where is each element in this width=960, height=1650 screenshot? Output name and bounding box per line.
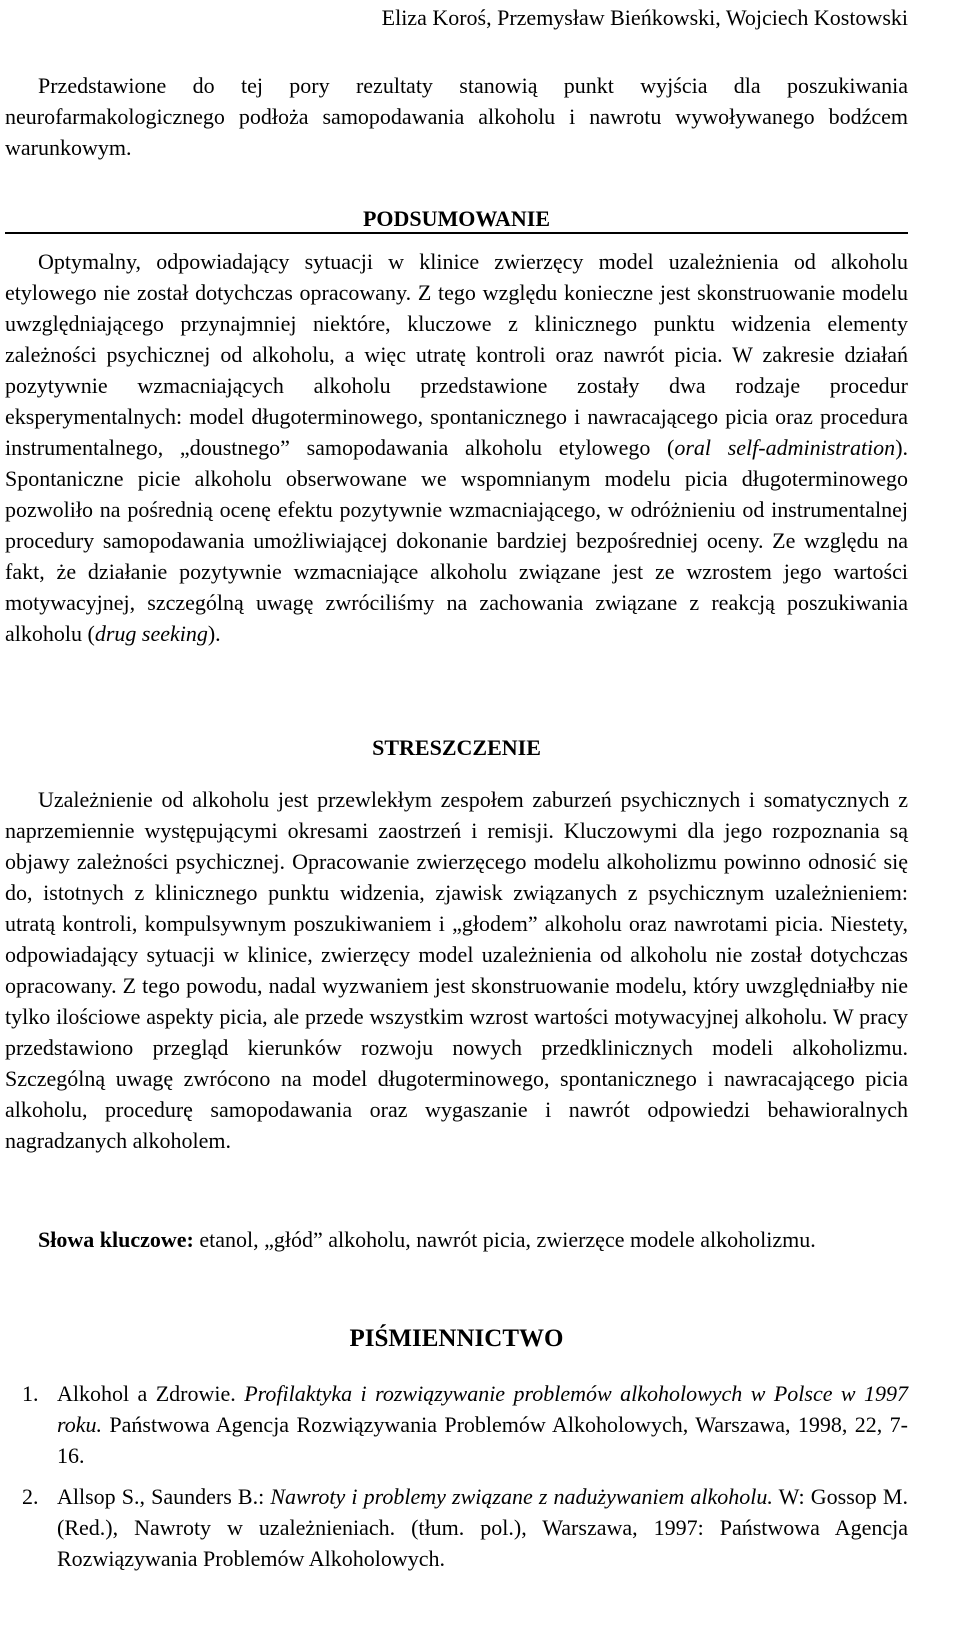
reference-title: Profilaktyka i rozwiązywanie problemów alkoholowych w Polsce w 1997 roku. bbox=[57, 1381, 909, 1437]
podsumowanie-italic-2: drug seeking bbox=[94, 621, 208, 646]
podsumowanie-text-1: Optymalny, odpowiadający sytuacji w klinice zwierzęcy model uzależnienia od alkoholu etylowego nie został dotychczas opracowany. Z tego względu konieczne jest skonstruowanie modelu uwzględniającego przynajmniej niektóre, kluczowe z klinicznego punktu widzenia elementy zależności psychicznej od alkoholu, a więc utratę kontroli oraz nawrót picia. W zakresie działań pozytywnie wzmacniających alkoholu przedstawione zostały dwa rodzaje procedur eksperymentalnych: model długoterminowego, spontanicznego i nawracającego picia oraz procedura instrumentalnego, „doustnego” samopodawania alkoholu etylowego ( bbox=[5, 249, 908, 460]
podsumowanie-text-3: ). bbox=[207, 621, 221, 646]
reference-publisher: Państwowa Agencja Rozwiązywania Problemów Alkoholowych, Warszawa, 1998, 22, 7-16. bbox=[57, 1412, 908, 1468]
keywords-text: etanol, „głód” alkoholu, nawrót picia, zwierzęce modele alkoholizmu. bbox=[193, 1227, 816, 1252]
keywords-paragraph bbox=[5, 1224, 908, 1255]
running-header-authors: Eliza Koroś, Przemysław Bieńkowski, Wojciech Kostowski bbox=[381, 5, 908, 30]
reference-publisher: W: Gossop M. (Red.), Nawroty w uzależnieniach. (tłum. pol.), Warszawa, 1997: Państwowa Agencja Rozwiązywania Problemów Alkoholowych. bbox=[57, 1484, 908, 1571]
reference-item bbox=[5, 1481, 908, 1574]
reference-title: Nawroty i problemy związane z nadużywaniem alkoholu. bbox=[270, 1484, 773, 1509]
intro-paragraph: Przedstawione do tej pory rezultaty stanowią punkt wyjścia dla poszukiwania neurofarmakologicznego podłoża samopodawania alkoholu i nawrotu wywoływanego bodźcem warunkowym. bbox=[5, 73, 908, 160]
section-title-streszczenie: STRESZCZENIE bbox=[372, 735, 541, 760]
reference-number: 1. bbox=[22, 1381, 39, 1406]
reference-item bbox=[5, 1378, 908, 1471]
podsumowanie-paragraph bbox=[5, 246, 908, 649]
podsumowanie-italic-1: oral self-administration bbox=[674, 435, 896, 460]
reference-text: Allsop S., Saunders B.: bbox=[57, 1484, 271, 1509]
keywords-label: Słowa kluczowe: bbox=[38, 1227, 194, 1252]
reference-list bbox=[5, 1378, 908, 1584]
reference-text: Alkohol a Zdrowie. bbox=[57, 1381, 245, 1406]
section-title-podsumowanie: PODSUMOWANIE bbox=[5, 204, 908, 234]
podsumowanie-text-2: ). Spontaniczne picie alkoholu obserwowane we wspomnianym modelu picia długoterminowego pozwoliło na pośrednią ocenę efektu pozytywnie wzmacniającego, w odróżnieniu od instrumentalnej procedury samopodawania umożliwiającej dokonanie bardziej bezpośredniej oceny. Ze względu na fakt, że działanie pozytywnie wzmacniające alkoholu związane jest ze wzrostem jego wartości motywacyjnej, szczególną uwagę zwróciliśmy na zachowania związane z reakcją poszukiwania alkoholu ( bbox=[5, 435, 909, 646]
streszczenie-paragraph: Uzależnienie od alkoholu jest przewlekłym zespołem zaburzeń psychicznych i somatycznych z naprzemiennie występującymi okresami zaostrzeń i remisji. Kluczowymi dla jego rozpoznania są objawy zależności psychicznej. Opracowanie zwierzęcego modelu alkoholizmu powinno odnosić się do, istotnych z klinicznego punktu widzenia, zjawisk związanych z psychicznym uzależnieniem: utratą kontroli, kompulsywnym poszukiwaniem i „głodem” alkoholu oraz nawrotami picia. Niestety, odpowiadający sytuacji w klinice, zwierzęcy model uzależnienia od alkoholu nie został dotychczas opracowany. Z tego powodu, nadal wyzwaniem jest skonstruowanie modelu, który uwzględniałby nie tylko ilościowe aspekty picia, ale przede wszystkim wzrost wartości motywacyjnej alkoholu. W pracy przedstawiono przegląd kierunków rozwoju nowych przedklinicznych modeli alkoholizmu. Szczególną uwagę zwrócono na model długoterminowego, spontanicznego i nawracającego picia alkoholu, procedurę samopodawania oraz wygaszanie i nawrót odpowiedzi behawioralnych nagradzanych alkoholem. bbox=[5, 787, 908, 1153]
reference-number: 2. bbox=[22, 1484, 39, 1509]
section-title-pismiennictwo: PIŚMIENNICTWO bbox=[349, 1325, 564, 1352]
